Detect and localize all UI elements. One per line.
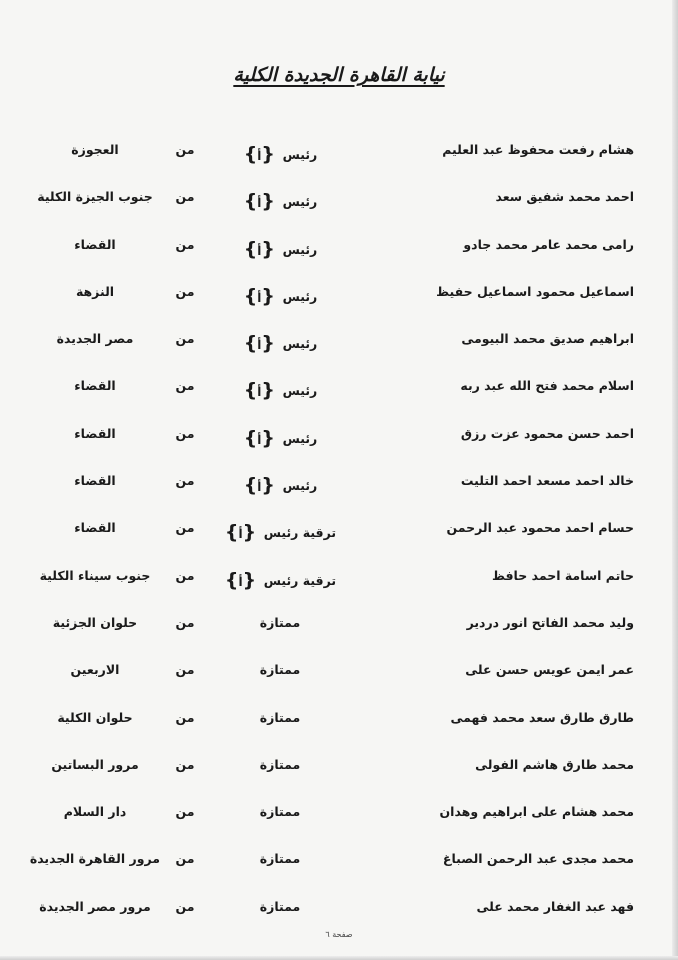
from-label: من [175,898,195,914]
grade-mark: {أ} [243,426,275,449]
grade-label: ممتازة [259,898,301,914]
person-name: طارق طارق سعد محمد فهمى [450,709,634,725]
grade-mark: {أ} [224,521,257,544]
grade-mark: {أ} [243,379,275,402]
grade-cell [215,804,345,819]
grade-cell [215,284,345,306]
page-title-text: نيابة القاهرة الجديدة الكلية [233,64,445,86]
origin-place: القضاء [74,473,116,489]
table-row [0,837,678,884]
table-row [0,885,678,932]
grade-cell [215,899,345,914]
origin-place: جنوب سيناء الكلية [39,567,151,583]
origin-place: مرور مصر الجديدة [39,898,151,914]
person-name: وليد محمد الفاتح انور دردير [466,614,634,630]
person-name: عمر ايمن عويس حسن على [465,662,634,678]
person-name: احمد محمد شفيق سعد [495,189,634,205]
grade-label: ممتازة [259,756,301,772]
grade-cell [215,331,345,353]
origin-place: حلوان الكلية [57,709,133,725]
person-name: محمد مجدى عبد الرحمن الصباغ [442,851,634,867]
table-row [0,459,678,506]
from-label: من [175,236,195,252]
table-row [0,364,678,411]
grade-label: ترقية رئيس [263,525,337,541]
person-name: اسلام محمد فتح الله عبد ربه [460,378,634,394]
table-row [0,175,678,222]
origin-place: القضاء [74,520,116,536]
grade-cell [215,568,345,590]
grade-label: رئيس [282,478,318,494]
person-name: محمد طارق هاشم الفولى [475,756,634,772]
person-name: فهد عبد الغفار محمد على [476,898,634,914]
from-label: من [175,189,195,205]
origin-place: مصر الجديدة [56,331,134,347]
from-label: من [175,331,195,347]
grade-cell [215,142,345,164]
person-name: حاتم اسامة احمد حافظ [491,567,634,583]
grade-label: ممتازة [259,709,301,725]
grade-label: رئيس [282,430,318,446]
grade-label: ممتازة [259,662,301,678]
grade-label: رئيس [282,288,318,304]
table-row [0,506,678,553]
page-number: صفحة ٦ [325,930,353,939]
table-row [0,790,678,837]
origin-place: حلوان الجزئية [52,614,138,630]
grade-cell [215,473,345,495]
person-name: حسام احمد محمود عبد الرحمن [446,520,634,536]
person-name: احمد حسن محمود عزت رزق [460,425,634,441]
person-name: هشام رفعت محفوظ عبد العليم [442,142,634,157]
table-row [0,223,678,270]
grade-cell [215,520,345,542]
origin-place: مرور البساتين [51,756,139,772]
from-label: من [175,804,195,820]
from-label: من [175,473,195,489]
origin-place: القضاء [74,425,116,441]
from-label: من [175,756,195,772]
grade-cell [215,710,345,725]
origin-place: جنوب الجيزة الكلية [37,189,153,205]
person-name: ابراهيم صديق محمد البيومى [461,331,634,347]
table-row [0,743,678,790]
grade-label: ممتازة [259,614,301,630]
from-label: من [175,520,195,536]
from-label: من [175,567,195,583]
origin-place: الاربعين [70,662,120,678]
grade-label: ممتازة [259,804,301,820]
from-label: من [175,283,195,299]
table-row [0,128,678,175]
grade-cell [215,662,345,677]
grade-mark: {أ} [224,568,257,591]
origin-place: دار السلام [63,804,127,820]
transfer-list [0,128,678,932]
person-name: اسماعيل محمود اسماعيل حفيظ [436,283,634,299]
grade-mark: {أ} [243,332,275,355]
page-title [0,64,678,86]
grade-cell [215,378,345,400]
grade-mark: {أ} [243,143,275,165]
table-row [0,412,678,459]
grade-label: ممتازة [259,851,301,867]
grade-label: رئيس [282,241,318,257]
person-name: محمد هشام على ابراهيم وهدان [439,804,634,820]
grade-mark: {أ} [243,237,275,260]
grade-cell [215,851,345,866]
grade-label: رئيس [282,383,318,399]
person-name: رامى محمد عامر محمد جادو [463,236,634,252]
grade-mark: {أ} [243,474,275,497]
origin-place: مرور القاهرة الجديدة [29,851,160,867]
grade-label: رئيس [282,147,318,162]
table-row [0,696,678,743]
grade-cell [215,189,345,211]
from-label: من [175,614,195,630]
grade-cell [215,615,345,630]
origin-place: العجوزة [71,142,119,157]
from-label: من [175,378,195,394]
grade-label: رئيس [282,336,318,352]
grade-cell [215,426,345,448]
from-label: من [175,851,195,867]
grade-label: رئيس [282,194,318,210]
table-row [0,270,678,317]
person-name: خالد احمد مسعد احمد التليت [460,473,634,489]
grade-mark: {أ} [243,190,275,213]
from-label: من [175,662,195,678]
table-row [0,648,678,695]
table-row [0,554,678,601]
grade-cell [215,757,345,772]
page-edge-bottom [0,956,678,960]
from-label: من [175,425,195,441]
origin-place: النزهة [75,283,115,299]
grade-cell [215,237,345,259]
origin-place: القضاء [74,378,116,394]
table-row [0,317,678,364]
table-row [0,601,678,648]
from-label: من [175,142,195,157]
grade-label: ترقية رئيس [263,572,337,588]
origin-place: القضاء [74,236,116,252]
grade-mark: {أ} [243,284,275,307]
from-label: من [175,709,195,725]
